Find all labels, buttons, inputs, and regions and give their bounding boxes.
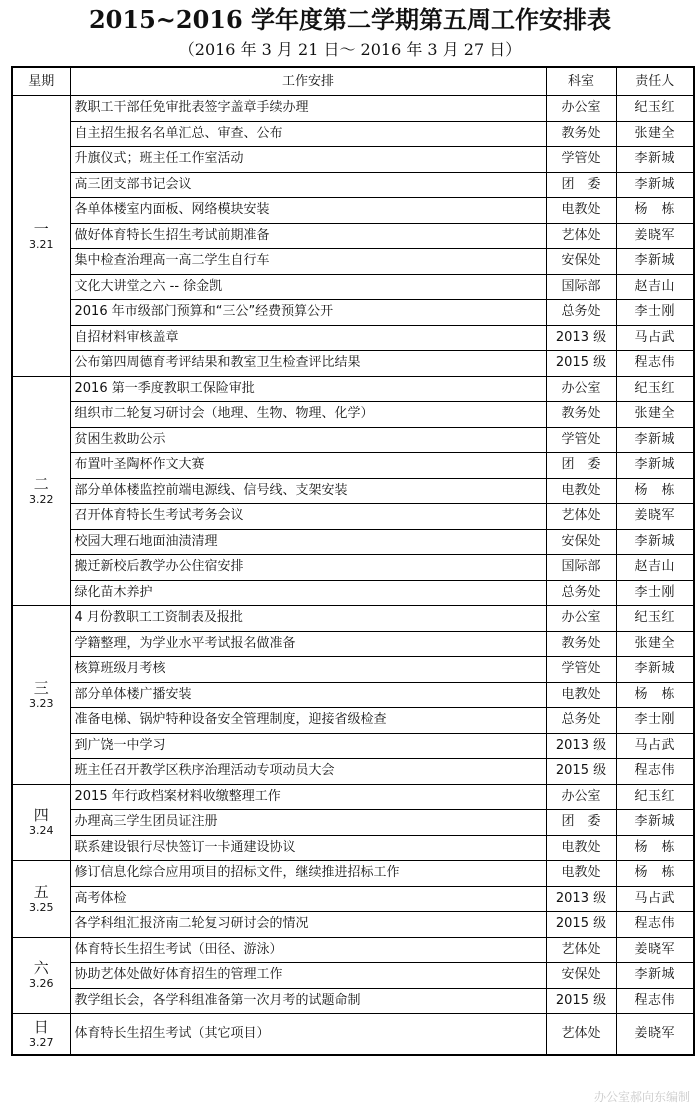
day-cell (12, 96, 70, 377)
task-cell: 贫困生救助公示 (70, 427, 546, 453)
table-row (12, 657, 694, 683)
person-cell: 李新城 (616, 147, 694, 173)
table-row (12, 606, 694, 632)
task-cell: 2016 第一季度教职工保险审批 (70, 376, 546, 402)
person-cell: 李新城 (616, 810, 694, 836)
day-cell (12, 376, 70, 606)
task-cell: 学籍整理，为学业水平考试报名做准备 (70, 631, 546, 657)
weekday-date: 3.24 (29, 824, 54, 838)
person-cell: 李新城 (616, 529, 694, 555)
task-cell: 公布第四周德育考评结果和教室卫生检查评比结果 (70, 351, 546, 377)
table-row (12, 351, 694, 377)
task-cell: 4 月份教职工工资制表及报批 (70, 606, 546, 632)
day-cell (12, 784, 70, 861)
dept-cell: 总务处 (546, 708, 616, 734)
person-cell: 纪玉红 (616, 96, 694, 122)
task-cell: 绿化苗木养护 (70, 580, 546, 606)
table-row (12, 861, 694, 887)
dept-cell: 办公室 (546, 96, 616, 122)
task-cell: 组织市二轮复习研讨会（地理、生物、物理、化学） (70, 402, 546, 428)
dept-cell: 2015 级 (546, 351, 616, 377)
task-cell: 校园大理石地面油渍清理 (70, 529, 546, 555)
person-cell: 马占武 (616, 886, 694, 912)
table-row (12, 759, 694, 785)
task-cell: 各学科组汇报济南二轮复习研讨会的情况 (70, 912, 546, 938)
table-row (12, 682, 694, 708)
person-cell: 姜晓军 (616, 504, 694, 530)
task-cell: 高三团支部书记会议 (70, 172, 546, 198)
person-cell: 程志伟 (616, 988, 694, 1014)
person-cell: 程志伟 (616, 759, 694, 785)
table-row (12, 733, 694, 759)
person-cell: 张建全 (616, 121, 694, 147)
dept-cell: 电教处 (546, 478, 616, 504)
dept-cell: 学管处 (546, 657, 616, 683)
task-cell: 修订信息化综合应用项目的招标文件，继续推进招标工作 (70, 861, 546, 887)
weekday-date: 3.21 (29, 237, 54, 251)
person-cell: 程志伟 (616, 912, 694, 938)
task-cell: 部分单体楼监控前端电源线、信号线、支架安装 (70, 478, 546, 504)
footer-credit: 办公室郝向东编制 (593, 1090, 690, 1104)
table-row (12, 223, 694, 249)
table-row (12, 631, 694, 657)
person-cell: 姜晓军 (616, 937, 694, 963)
person-cell: 李士刚 (616, 300, 694, 326)
weekday-date: 3.26 (29, 977, 54, 991)
dept-cell: 电教处 (546, 861, 616, 887)
person-cell: 杨 栋 (616, 682, 694, 708)
dept-cell: 2015 级 (546, 759, 616, 785)
weekday-label: 三 (33, 678, 49, 697)
dept-cell: 总务处 (546, 580, 616, 606)
table-row (12, 784, 694, 810)
table-row (12, 274, 694, 300)
table-row (12, 402, 694, 428)
task-cell: 教学组长会，各学科组准备第一次月考的试题命制 (70, 988, 546, 1014)
dept-cell: 2015 级 (546, 912, 616, 938)
table-row (12, 300, 694, 326)
table-row (12, 988, 694, 1014)
task-cell: 各单体楼室内面板、网络模块安装 (70, 198, 546, 224)
person-cell: 马占武 (616, 325, 694, 351)
person-cell: 李新城 (616, 453, 694, 479)
weekday-label: 日 (33, 1018, 49, 1036)
weekday-label: 二 (33, 474, 49, 493)
table-row (12, 555, 694, 581)
table-row (12, 937, 694, 963)
table-row (12, 478, 694, 504)
dept-cell: 电教处 (546, 835, 616, 861)
weekday-date: 3.27 (29, 1036, 54, 1049)
table-row (12, 121, 694, 147)
table-header-row (12, 67, 694, 96)
dept-cell: 办公室 (546, 376, 616, 402)
day-cell (12, 1014, 70, 1056)
table-row (12, 427, 694, 453)
task-cell: 部分单体楼广播安装 (70, 682, 546, 708)
person-cell: 赵吉山 (616, 555, 694, 581)
person-cell: 杨 栋 (616, 478, 694, 504)
table-row (12, 96, 694, 122)
person-cell: 李新城 (616, 963, 694, 989)
task-cell: 核算班级月考核 (70, 657, 546, 683)
task-cell: 搬迁新校后教学办公住宿安排 (70, 555, 546, 581)
person-cell: 李士刚 (616, 708, 694, 734)
weekday-label: 六 (33, 959, 49, 978)
dept-cell: 团 委 (546, 453, 616, 479)
dept-cell: 国际部 (546, 274, 616, 300)
dept-cell: 2013 级 (546, 733, 616, 759)
task-cell: 2016 年市级部门预算和“三公”经费预算公开 (70, 300, 546, 326)
schedule-table (11, 66, 695, 1056)
dept-cell: 2013 级 (546, 886, 616, 912)
table-row (12, 810, 694, 836)
dept-cell: 办公室 (546, 784, 616, 810)
dept-cell: 安保处 (546, 529, 616, 555)
dept-cell: 安保处 (546, 249, 616, 275)
person-cell: 李新城 (616, 427, 694, 453)
task-cell: 集中检查治理高一高二学生自行车 (70, 249, 546, 275)
person-cell: 李新城 (616, 657, 694, 683)
dept-cell: 团 委 (546, 172, 616, 198)
person-cell: 姜晓军 (616, 223, 694, 249)
schedule-body (12, 96, 694, 1056)
dept-cell: 教务处 (546, 402, 616, 428)
person-cell: 李士刚 (616, 580, 694, 606)
dept-cell: 国际部 (546, 555, 616, 581)
dept-cell: 教务处 (546, 631, 616, 657)
day-cell (12, 606, 70, 785)
person-cell: 张建全 (616, 402, 694, 428)
table-row (12, 147, 694, 173)
header-task: 工作安排 (70, 67, 546, 96)
task-cell: 办理高三学生团员证注册 (70, 810, 546, 836)
table-row (12, 172, 694, 198)
person-cell: 马占武 (616, 733, 694, 759)
dept-cell: 安保处 (546, 963, 616, 989)
dept-cell: 2015 级 (546, 988, 616, 1014)
table-row (12, 912, 694, 938)
person-cell: 杨 栋 (616, 861, 694, 887)
header-person: 责任人 (616, 67, 694, 96)
task-cell: 教职工干部任免审批表签字盖章手续办理 (70, 96, 546, 122)
weekday-date: 3.22 (29, 492, 54, 506)
task-cell: 到广饶一中学习 (70, 733, 546, 759)
weekday-label: 五 (33, 882, 49, 901)
person-cell: 赵吉山 (616, 274, 694, 300)
person-cell: 纪玉红 (616, 376, 694, 402)
dept-cell: 电教处 (546, 198, 616, 224)
day-cell (12, 937, 70, 1014)
task-cell: 自招材料审核盖章 (70, 325, 546, 351)
dept-cell: 办公室 (546, 606, 616, 632)
weekday-date: 3.25 (29, 900, 54, 914)
task-cell: 召开体育特长生考试考务会议 (70, 504, 546, 530)
task-cell: 联系建设银行尽快签订一卡通建设协议 (70, 835, 546, 861)
dept-cell: 团 委 (546, 810, 616, 836)
weekday-date: 3.23 (29, 696, 54, 710)
dept-cell: 艺体处 (546, 1014, 616, 1056)
table-row (12, 835, 694, 861)
dept-cell: 艺体处 (546, 937, 616, 963)
dept-cell: 学管处 (546, 147, 616, 173)
table-row (12, 453, 694, 479)
person-cell: 程志伟 (616, 351, 694, 377)
dept-cell: 总务处 (546, 300, 616, 326)
page-title: 2015~2016 学年度第二学期第五周工作安排表 (88, 5, 612, 34)
dept-cell: 2013 级 (546, 325, 616, 351)
dept-cell: 电教处 (546, 682, 616, 708)
table-row (12, 325, 694, 351)
task-cell: 高考体检 (70, 886, 546, 912)
table-row (12, 529, 694, 555)
task-cell: 文化大讲堂之六 -- 徐金凯 (70, 274, 546, 300)
dept-cell: 艺体处 (546, 504, 616, 530)
table-row (12, 580, 694, 606)
task-cell: 班主任召开教学区秩序治理活动专项动员大会 (70, 759, 546, 785)
task-cell: 协助艺体处做好体育招生的管理工作 (70, 963, 546, 989)
person-cell: 李新城 (616, 249, 694, 275)
table-row (12, 1014, 694, 1056)
task-cell: 2015 年行政档案材料收缴整理工作 (70, 784, 546, 810)
person-cell: 杨 栋 (616, 835, 694, 861)
task-cell: 准备电梯、锅炉特种设备安全管理制度，迎接省级检查 (70, 708, 546, 734)
task-cell: 体育特长生招生考试（其它项目） (70, 1014, 546, 1056)
dept-cell: 艺体处 (546, 223, 616, 249)
task-cell: 升旗仪式；班主任工作室活动 (70, 147, 546, 173)
task-cell: 布置叶圣陶杯作文大赛 (70, 453, 546, 479)
weekday-label: 四 (33, 806, 49, 825)
header-day: 星期 (12, 67, 70, 96)
table-row (12, 249, 694, 275)
person-cell: 张建全 (616, 631, 694, 657)
table-row (12, 708, 694, 734)
person-cell: 杨 栋 (616, 198, 694, 224)
dept-cell: 教务处 (546, 121, 616, 147)
table-row (12, 376, 694, 402)
task-cell: 自主招生报名名单汇总、审查、公布 (70, 121, 546, 147)
date-range-subtitle: （2016 年 3 月 21 日～ 2016 年 3 月 27 日） (178, 40, 522, 59)
table-row (12, 198, 694, 224)
person-cell: 纪玉红 (616, 784, 694, 810)
person-cell: 姜晓军 (616, 1014, 694, 1056)
dept-cell: 学管处 (546, 427, 616, 453)
day-cell (12, 861, 70, 938)
task-cell: 体育特长生招生考试（田径、游泳） (70, 937, 546, 963)
weekday-label: 一 (33, 219, 49, 238)
table-row (12, 886, 694, 912)
table-row (12, 963, 694, 989)
task-cell: 做好体育特长生招生考试前期准备 (70, 223, 546, 249)
person-cell: 李新城 (616, 172, 694, 198)
person-cell: 纪玉红 (616, 606, 694, 632)
table-row (12, 504, 694, 530)
header-dept: 科室 (546, 67, 616, 96)
